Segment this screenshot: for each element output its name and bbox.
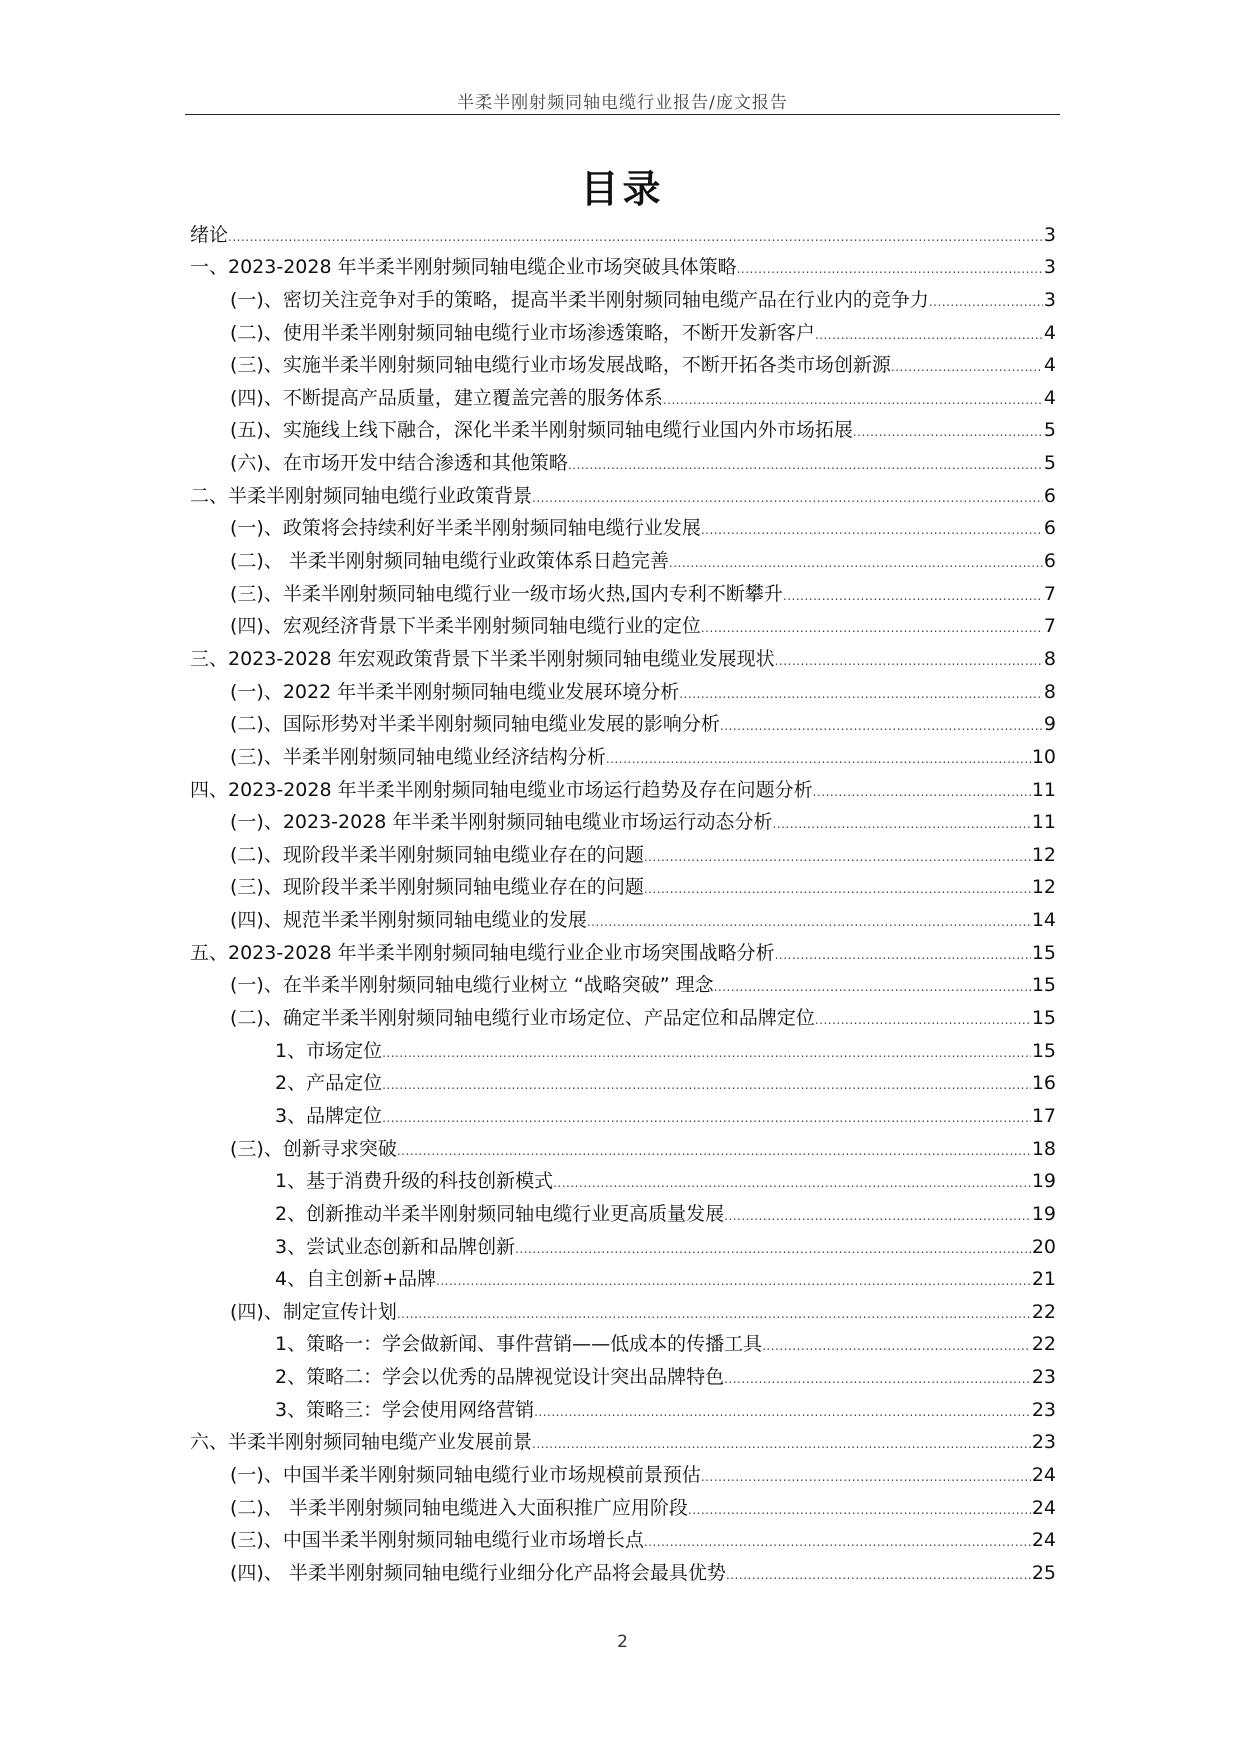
- toc-entry-title: (五)、实施线上线下融合，深化半柔半刚射频同轴电缆行业国内外市场拓展: [230, 419, 853, 442]
- toc-entry[interactable]: [190, 444, 1056, 477]
- toc-entry-page: 4: [1043, 386, 1056, 409]
- toc-entry-page: 11: [1031, 811, 1056, 834]
- toc-entry[interactable]: [190, 1326, 1056, 1359]
- toc-dot-leader: [701, 622, 1043, 640]
- toc-entry-title: (一)、中国半柔半刚射频同轴电缆行业市场规模前景预估: [230, 1463, 701, 1486]
- toc-entry-title: (一)、2022 年半柔半刚射频同轴电缆业发展环境分析: [230, 680, 680, 703]
- toc-dot-leader: [815, 1014, 1031, 1032]
- toc-entry[interactable]: [190, 1065, 1056, 1098]
- toc-entry-page: 6: [1043, 550, 1056, 573]
- toc-entry[interactable]: [190, 1130, 1056, 1163]
- toc-dot-leader: [532, 492, 1043, 510]
- toc-dot-leader: [772, 818, 1030, 836]
- toc-entry-title: (三)、中国半柔半刚射频同轴电缆行业市场增长点: [230, 1529, 644, 1552]
- toc-entry[interactable]: [190, 673, 1056, 706]
- toc-dot-leader: [701, 524, 1043, 542]
- toc-entry[interactable]: [190, 1358, 1056, 1391]
- toc-dot-leader: [688, 1504, 1031, 1522]
- toc-entry-page: 14: [1031, 909, 1056, 932]
- toc-entry-page: 3: [1043, 288, 1056, 311]
- toc-entry-title: (一)、在半柔半刚射频同轴电缆行业树立 “战略突破” 理念: [230, 974, 714, 997]
- toc-entry-page: 7: [1043, 582, 1056, 605]
- toc-entry-title: 三、2023-2028 年宏观政策背景下半柔半刚射频同轴电缆业发展现状: [190, 647, 775, 670]
- toc-entry-page: 15: [1031, 1039, 1056, 1062]
- toc-entry-page: 6: [1043, 484, 1056, 507]
- toc-entry-title: 1、市场定位: [275, 1039, 383, 1062]
- toc-entry-title: 3、尝试业态创新和品牌创新: [275, 1235, 516, 1258]
- toc-dot-leader: [644, 1536, 1031, 1554]
- toc-dot-leader: [815, 329, 1043, 347]
- toc-entry-page: 19: [1031, 1170, 1056, 1193]
- toc-entry[interactable]: [190, 510, 1056, 543]
- toc-entry[interactable]: [190, 1097, 1056, 1130]
- toc-entry[interactable]: [190, 836, 1056, 869]
- toc-entry[interactable]: [190, 999, 1056, 1032]
- toc-entry-title: 3、品牌定位: [275, 1104, 383, 1127]
- toc-dot-leader: [382, 1047, 1031, 1065]
- toc-entry-title: (一)、密切关注竞争对手的策略，提高半柔半刚射频同轴电缆产品在行业内的竞争力: [230, 288, 929, 311]
- page-number: 2: [617, 1632, 628, 1652]
- toc-entry[interactable]: [190, 1163, 1056, 1196]
- toc-entry-page: 6: [1043, 517, 1056, 540]
- toc-dot-leader: [228, 231, 1043, 249]
- toc-entry-page: 4: [1043, 321, 1056, 344]
- toc-entry-page: 20: [1031, 1235, 1056, 1258]
- toc-entry[interactable]: [190, 967, 1056, 1000]
- toc-entry-page: 17: [1031, 1104, 1056, 1127]
- toc-dot-leader: [534, 1406, 1031, 1424]
- toc-entry-page: 10: [1031, 745, 1056, 768]
- toc-entry[interactable]: [190, 738, 1056, 771]
- toc-entry-title: (四)、 半柔半刚射频同轴电缆行业细分化产品将会最具优势: [230, 1561, 726, 1584]
- toc-entry-title: 五、2023-2028 年半柔半刚射频同轴电缆行业企业市场突围战略分析: [190, 941, 775, 964]
- toc-entry-title: (一)、政策将会持续利好半柔半刚射频同轴电缆行业发展: [230, 517, 701, 540]
- toc-entry-title: 六、半柔半刚射频同轴电缆产业发展前景: [190, 1431, 533, 1454]
- toc-dot-leader: [553, 1177, 1031, 1195]
- toc-entry-page: 24: [1031, 1529, 1056, 1552]
- toc-entry-page: 8: [1043, 680, 1056, 703]
- toc-entry-title: (四)、制定宣传计划: [230, 1300, 397, 1323]
- toc-entry-page: 5: [1043, 452, 1056, 475]
- toc-dot-leader: [644, 883, 1031, 901]
- toc-dot-leader: [853, 426, 1043, 444]
- toc-entry[interactable]: [190, 804, 1056, 837]
- toc-entry-title: (六)、在市场开发中结合渗透和其他策略: [230, 452, 568, 475]
- toc-dot-leader: [679, 688, 1043, 706]
- toc-dot-leader: [724, 1210, 1031, 1228]
- toc-entry-title: (四)、宏观经济背景下半柔半刚射频同轴电缆行业的定位: [230, 615, 701, 638]
- toc-dot-leader: [515, 1243, 1031, 1261]
- toc-entry-title: (三)、半柔半刚射频同轴电缆业经济结构分析: [230, 745, 606, 768]
- toc-entry[interactable]: [190, 771, 1056, 804]
- toc-dot-leader: [724, 1373, 1031, 1391]
- toc-dot-leader: [382, 1112, 1031, 1130]
- toc-dot-leader: [669, 557, 1043, 575]
- toc-entry-page: 22: [1031, 1333, 1056, 1356]
- toc-entry[interactable]: [190, 1228, 1056, 1261]
- toc-entry[interactable]: [190, 412, 1056, 445]
- toc-entry-page: 25: [1031, 1561, 1056, 1584]
- toc-entry-title: (二)、现阶段半柔半刚射频同轴电缆业存在的问题: [230, 843, 644, 866]
- toc-entry[interactable]: [190, 706, 1056, 739]
- toc-entry[interactable]: [190, 1489, 1056, 1522]
- toc-entry-title: (二)、 半柔半刚射频同轴电缆行业政策体系日趋完善: [230, 550, 669, 573]
- toc-entry-page: 7: [1043, 615, 1056, 638]
- toc-dot-leader: [737, 263, 1043, 281]
- toc-entry-title: 四、2023-2028 年半柔半刚射频同轴电缆业市场运行趋势及存在问题分析: [190, 778, 813, 801]
- toc-entry[interactable]: [190, 575, 1056, 608]
- page-title: 目录: [580, 167, 665, 211]
- toc-entry-page: 16: [1031, 1072, 1056, 1095]
- toc-dot-leader: [587, 916, 1031, 934]
- toc-entry-page: 12: [1031, 876, 1056, 899]
- toc-entry-page: 24: [1031, 1496, 1056, 1519]
- toc-entry-title: 二、半柔半刚射频同轴电缆行业政策背景: [190, 484, 533, 507]
- toc-entry[interactable]: [190, 542, 1056, 575]
- toc-entry-title: (四)、规范半柔半刚射频同轴电缆业的发展: [230, 909, 587, 932]
- toc-entry-title: (二)、 半柔半刚射频同轴电缆进入大面积推广应用阶段: [230, 1496, 688, 1519]
- toc-entry[interactable]: [190, 901, 1056, 934]
- table-of-contents: [190, 216, 1056, 1587]
- toc-entry-title: (三)、现阶段半柔半刚射频同轴电缆业存在的问题: [230, 876, 644, 899]
- toc-entry[interactable]: [190, 640, 1056, 673]
- toc-entry-page: 22: [1031, 1300, 1056, 1323]
- toc-entry-title: (二)、使用半柔半刚射频同轴电缆行业市场渗透策略，不断开发新客户: [230, 321, 815, 344]
- toc-entry[interactable]: [190, 477, 1056, 510]
- toc-entry[interactable]: [190, 934, 1056, 967]
- toc-entry-title: (三)、半柔半刚射频同轴电缆行业一级市场火热,国内专利不断攀升: [230, 582, 783, 605]
- toc-entry-page: 23: [1031, 1398, 1056, 1421]
- toc-entry-page: 15: [1031, 1007, 1056, 1030]
- toc-entry-page: 24: [1031, 1463, 1056, 1486]
- toc-entry-title: 3、策略三：学会使用网络营销: [275, 1398, 535, 1421]
- toc-entry-title: 2、产品定位: [275, 1072, 383, 1095]
- running-header: 半柔半刚射频同轴电缆行业报告/庞文报告: [457, 93, 788, 113]
- toc-entry-page: 23: [1031, 1431, 1056, 1454]
- toc-entry[interactable]: [190, 1424, 1056, 1457]
- toc-entry-page: 11: [1031, 778, 1056, 801]
- toc-entry-title: (二)、确定半柔半刚射频同轴电缆行业市场定位、产品定位和品牌定位: [230, 1007, 815, 1030]
- toc-entry-title: 1、策略一：学会做新闻、事件营销——低成本的传播工具: [275, 1333, 763, 1356]
- toc-entry-page: 9: [1043, 713, 1056, 736]
- toc-dot-leader: [532, 1438, 1031, 1456]
- toc-entry-title: 1、基于消费升级的科技创新模式: [275, 1170, 554, 1193]
- toc-dot-leader: [726, 1569, 1031, 1587]
- toc-entry[interactable]: [190, 314, 1056, 347]
- toc-entry[interactable]: [190, 869, 1056, 902]
- toc-entry-title: (一)、2023-2028 年半柔半刚射频同轴电缆业市场运行动态分析: [230, 811, 773, 834]
- toc-entry-page: 23: [1031, 1366, 1056, 1389]
- toc-entry[interactable]: [190, 1261, 1056, 1294]
- toc-entry[interactable]: [190, 1293, 1056, 1326]
- toc-dot-leader: [568, 459, 1043, 477]
- toc-entry-title: 绪论: [190, 223, 229, 246]
- toc-entry-page: 8: [1043, 647, 1056, 670]
- toc-entry-page: 5: [1043, 419, 1056, 442]
- toc-entry[interactable]: [190, 1456, 1056, 1489]
- toc-dot-leader: [382, 1079, 1031, 1097]
- toc-dot-leader: [720, 720, 1043, 738]
- toc-entry[interactable]: [190, 1554, 1056, 1587]
- toc-entry-title: 2、创新推动半柔半刚射频同轴电缆行业更高质量发展: [275, 1202, 725, 1225]
- toc-entry-page: 12: [1031, 843, 1056, 866]
- toc-dot-leader: [644, 851, 1031, 869]
- toc-dot-leader: [663, 394, 1043, 412]
- toc-entry-page: 3: [1043, 223, 1056, 246]
- toc-entry-title: 一、2023-2028 年半柔半刚射频同轴电缆企业市场突破具体策略: [190, 256, 737, 279]
- toc-entry[interactable]: [190, 281, 1056, 314]
- toc-dot-leader: [775, 655, 1043, 673]
- toc-dot-leader: [397, 1145, 1031, 1163]
- toc-entry-title: (四)、不断提高产品质量，建立覆盖完善的服务体系: [230, 386, 663, 409]
- toc-entry-page: 19: [1031, 1202, 1056, 1225]
- toc-entry-title: 2、策略二：学会以优秀的品牌视觉设计突出品牌特色: [275, 1366, 725, 1389]
- toc-entry[interactable]: [190, 1391, 1056, 1424]
- toc-entry[interactable]: [190, 216, 1056, 249]
- toc-dot-leader: [929, 296, 1043, 314]
- toc-dot-leader: [813, 786, 1031, 804]
- toc-entry[interactable]: [190, 1195, 1056, 1228]
- toc-entry[interactable]: [190, 608, 1056, 641]
- toc-entry-page: 18: [1031, 1137, 1056, 1160]
- toc-entry[interactable]: [190, 249, 1056, 282]
- toc-dot-leader: [783, 590, 1043, 608]
- toc-entry-title: (二)、国际形势对半柔半刚射频同轴电缆业发展的影响分析: [230, 713, 720, 736]
- toc-dot-leader: [775, 949, 1031, 967]
- toc-entry[interactable]: [190, 347, 1056, 380]
- toc-dot-leader: [606, 753, 1031, 771]
- toc-dot-leader: [397, 1308, 1031, 1326]
- toc-entry-page: 15: [1031, 974, 1056, 997]
- toc-entry[interactable]: [190, 379, 1056, 412]
- toc-entry[interactable]: [190, 1032, 1056, 1065]
- toc-entry-page: 4: [1043, 354, 1056, 377]
- toc-entry-title: (三)、创新寻求突破: [230, 1137, 397, 1160]
- header-rule: [185, 114, 1060, 115]
- toc-entry-page: 15: [1031, 941, 1056, 964]
- toc-dot-leader: [701, 1471, 1031, 1489]
- toc-entry-page: 3: [1043, 256, 1056, 279]
- toc-dot-leader: [891, 361, 1043, 379]
- toc-entry-title: 4、自主创新+品牌: [275, 1268, 437, 1291]
- toc-dot-leader: [436, 1275, 1031, 1293]
- toc-entry-page: 21: [1031, 1268, 1056, 1291]
- toc-dot-leader: [762, 1340, 1031, 1358]
- toc-entry-title: (三)、实施半柔半刚射频同轴电缆行业市场发展战略，不断开拓各类市场创新源: [230, 354, 891, 377]
- toc-entry[interactable]: [190, 1522, 1056, 1555]
- toc-dot-leader: [714, 981, 1031, 999]
